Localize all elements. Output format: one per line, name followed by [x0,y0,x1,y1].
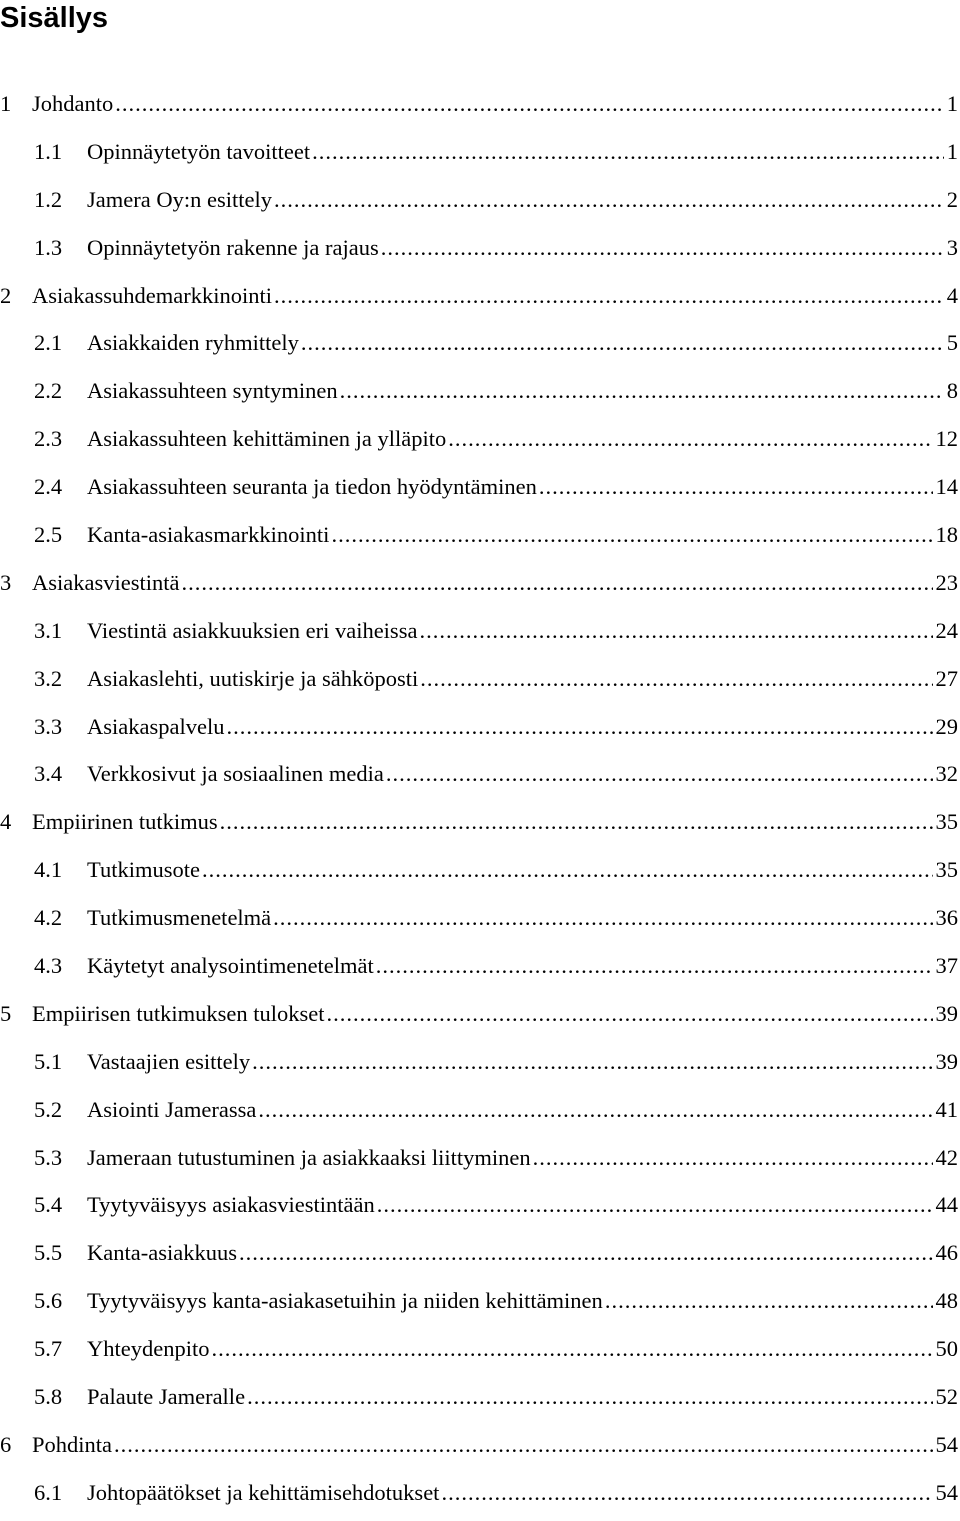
toc-entry-page-number: 35 [936,850,960,890]
toc-entry-label: Tutkimusmenetelmä [87,898,271,938]
toc-entry-page-number: 41 [936,1090,960,1130]
toc-entry-page-number: 4 [947,276,960,316]
toc-entry-page-number: 1 [947,132,960,172]
toc-entry-page-number: 42 [936,1138,960,1178]
toc-entry-page-number: 3 [947,228,960,268]
toc-entry-label: Kanta-asiakasmarkkinointi [87,515,329,555]
toc-entry-number: 3.2 [34,659,87,699]
toc-entry[interactable] [0,84,960,132]
toc-dot-leader [605,1281,933,1321]
toc-entry-label: Empiirinen tutkimus [32,802,218,842]
toc-dot-leader [441,1473,932,1513]
toc-entry[interactable] [0,946,960,994]
toc-entry-page-number: 54 [936,1473,960,1513]
toc-entry-page-number: 23 [936,563,960,603]
toc-dot-leader [181,563,932,603]
toc-entry-label: Asiakassuhteen syntyminen [87,371,338,411]
table-of-contents [0,84,960,1521]
toc-entry[interactable] [0,1233,960,1281]
toc-entry-label: Jamera Oy:n esittely [87,180,272,220]
toc-entry-number: 2.5 [34,515,87,555]
toc-entry[interactable] [0,1377,960,1425]
toc-entry-number: 3.3 [34,707,87,747]
toc-entry-page-number: 1 [947,84,960,124]
toc-entry-number: 5.8 [34,1377,87,1417]
toc-entry-page-number: 44 [936,1185,960,1225]
toc-entry-label: Asiakasviestintä [32,563,179,603]
toc-entry[interactable] [0,132,960,180]
toc-dot-leader [247,1377,932,1417]
toc-entry[interactable] [0,371,960,419]
toc-entry-page-number: 54 [936,1425,960,1465]
toc-entry-page-number: 12 [936,419,960,459]
toc-dot-leader [419,611,932,651]
toc-dot-leader [226,707,932,747]
toc-entry-number: 3 [0,563,32,603]
toc-entry-number: 2.2 [34,371,87,411]
toc-entry-label: Johdanto [32,84,113,124]
toc-entry[interactable] [0,180,960,228]
toc-entry-label: Verkkosivut ja sosiaalinen media [87,754,384,794]
toc-dot-leader [539,467,933,507]
toc-entry[interactable] [0,994,960,1042]
toc-entry-page-number: 18 [936,515,960,555]
toc-entry-label: Asiakaspalvelu [87,707,224,747]
toc-entry-page-number: 36 [936,898,960,938]
toc-entry-label: Johtopäätökset ja kehittämisehdotukset [87,1473,439,1513]
toc-dot-leader [386,754,933,794]
toc-entry-label: Tyytyväisyys asiakasviestintään [87,1185,375,1225]
toc-entry-label: Vastaajien esittely [87,1042,250,1082]
toc-entry-page-number: 24 [936,611,960,651]
toc-entry[interactable] [0,659,960,707]
toc-entry-page-number: 32 [936,754,960,794]
toc-entry[interactable] [0,802,960,850]
toc-dot-leader [274,276,944,316]
toc-dot-leader [252,1042,932,1082]
toc-entry[interactable] [0,611,960,659]
toc-entry-page-number: 27 [936,659,960,699]
toc-entry-number: 2.4 [34,467,87,507]
toc-dot-leader [273,898,932,938]
toc-entry-number: 2.3 [34,419,87,459]
toc-entry[interactable] [0,707,960,755]
toc-entry-page-number: 14 [936,467,960,507]
toc-entry[interactable] [0,1473,960,1521]
toc-entry-label: Empiirisen tutkimuksen tulokset [32,994,324,1034]
toc-entry-label: Pohdinta [32,1425,112,1465]
toc-entry[interactable] [0,1329,960,1377]
toc-entry-number: 4 [0,802,32,842]
toc-entry-number: 3.1 [34,611,87,651]
toc-entry-number: 6 [0,1425,32,1465]
toc-dot-leader [239,1233,933,1273]
toc-dot-leader [312,132,944,172]
toc-entry-label: Tutkimusote [87,850,200,890]
toc-entry-label: Asiakassuhteen kehittäminen ja ylläpito [87,419,446,459]
toc-entry-number: 5.2 [34,1090,87,1130]
toc-entry-number: 1.3 [34,228,87,268]
toc-dot-leader [381,228,944,268]
toc-entry-page-number: 52 [936,1377,960,1417]
toc-entry-number: 5.7 [34,1329,87,1369]
toc-dot-leader [326,994,932,1034]
toc-entry-label: Asiointi Jamerassa [87,1090,256,1130]
toc-entry-label: Palaute Jameralle [87,1377,245,1417]
toc-entry[interactable] [0,1185,960,1233]
toc-entry[interactable] [0,1138,960,1186]
toc-entry[interactable] [0,467,960,515]
toc-entry[interactable] [0,276,960,324]
toc-entry-label: Asiakkaiden ryhmittely [87,323,299,363]
toc-entry-number: 2.1 [34,323,87,363]
toc-entry-page-number: 5 [947,323,960,363]
toc-entry-page-number: 39 [936,994,960,1034]
toc-dot-leader [115,84,944,124]
toc-dot-leader [377,1185,933,1225]
toc-entry-page-number: 29 [936,707,960,747]
toc-entry-number: 4.1 [34,850,87,890]
toc-entry[interactable] [0,1090,960,1138]
toc-entry-label: Käytetyt analysointimenetelmät [87,946,374,986]
toc-entry[interactable] [0,563,960,611]
toc-entry-page-number: 48 [936,1281,960,1321]
toc-entry[interactable] [0,850,960,898]
toc-entry-page-number: 8 [947,371,960,411]
toc-entry[interactable] [0,228,960,276]
toc-entry-label: Asiakaslehti, uutiskirje ja sähköposti [87,659,418,699]
toc-entry-label: Opinnäytetyön rakenne ja rajaus [87,228,379,268]
toc-entry-label: Opinnäytetyön tavoitteet [87,132,310,172]
toc-entry-page-number: 35 [936,802,960,842]
toc-dot-leader [211,1329,932,1369]
toc-dot-leader [331,515,932,555]
toc-dot-leader [114,1425,932,1465]
toc-heading: Sisällys [0,0,108,36]
toc-entry-number: 5 [0,994,32,1034]
toc-dot-leader [533,1138,933,1178]
toc-entry-page-number: 39 [936,1042,960,1082]
toc-entry[interactable] [0,754,960,802]
toc-entry-label: Jameraan tutustuminen ja asiakkaaksi liittyminen [87,1138,531,1178]
toc-entry-page-number: 37 [936,946,960,986]
toc-dot-leader [340,371,944,411]
toc-dot-leader [220,802,933,842]
toc-entry-page-number: 46 [936,1233,960,1273]
toc-entry-label: Viestintä asiakkuuksien eri vaiheissa [87,611,417,651]
toc-entry-label: Asiakassuhteen seuranta ja tiedon hyödyntäminen [87,467,537,507]
toc-entry[interactable] [0,1425,960,1473]
toc-entry[interactable] [0,323,960,371]
toc-entry-label: Asiakassuhdemarkkinointi [32,276,272,316]
toc-entry-number: 1 [0,84,32,124]
toc-entry-label: Tyytyväisyys kanta-asiakasetuihin ja niiden kehittäminen [87,1281,603,1321]
toc-entry[interactable] [0,1042,960,1090]
toc-entry[interactable] [0,515,960,563]
toc-entry-number: 5.3 [34,1138,87,1178]
toc-entry-number: 5.5 [34,1233,87,1273]
toc-dot-leader [420,659,932,699]
toc-entry-label: Kanta-asiakkuus [87,1233,237,1273]
toc-entry-number: 1.1 [34,132,87,172]
toc-entry-number: 5.6 [34,1281,87,1321]
toc-dot-leader [376,946,933,986]
toc-entry[interactable] [0,419,960,467]
toc-entry-number: 4.3 [34,946,87,986]
toc-entry-number: 6.1 [34,1473,87,1513]
toc-dot-leader [274,180,944,220]
toc-entry-page-number: 2 [947,180,960,220]
toc-entry-number: 4.2 [34,898,87,938]
toc-entry-number: 5.1 [34,1042,87,1082]
toc-entry-number: 1.2 [34,180,87,220]
toc-entry-number: 2 [0,276,32,316]
toc-entry-page-number: 50 [936,1329,960,1369]
toc-dot-leader [202,850,933,890]
toc-dot-leader [258,1090,932,1130]
toc-dot-leader [448,419,932,459]
toc-entry[interactable] [0,1281,960,1329]
toc-entry-number: 5.4 [34,1185,87,1225]
toc-entry[interactable] [0,898,960,946]
toc-entry-number: 3.4 [34,754,87,794]
toc-dot-leader [301,323,944,363]
toc-entry-label: Yhteydenpito [87,1329,209,1369]
